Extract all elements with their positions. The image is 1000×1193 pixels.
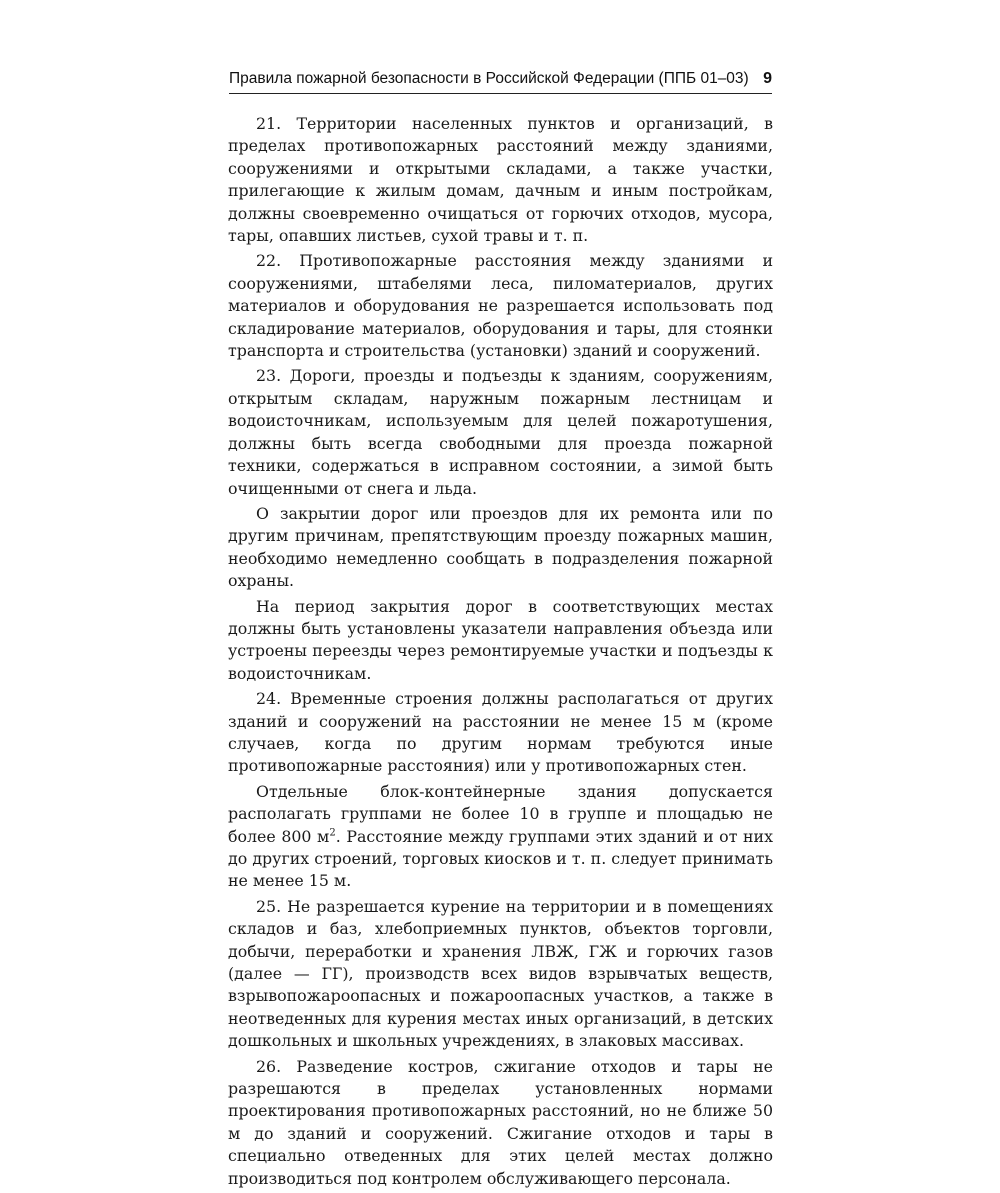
paragraph-21: 21. Территории населенных пунктов и организаций, в пределах противопожарных расстояний между зданиями, сооружениями и открытыми складами, а также участки, прилегающие к жилым домам, дачным и иным постройкам, должны своевременно очищаться от горючих отходов, мусора, тары, опавших листьев, сухой травы и т. п. (228, 114, 773, 246)
superscript: 2 (329, 827, 336, 839)
page-number: 9 (763, 70, 772, 87)
paragraph-text-after-sup: . Расстояние между группами этих зданий и от них до других строений, торговых киосков и т. п. следует принимать не менее 15 м. (228, 826, 773, 891)
header-title: Правила пожарной безопасности в Российской Федерации (ППБ 01–03) (229, 70, 749, 87)
body-text (228, 113, 773, 1193)
paragraph-road-closure-notice: О закрытии дорог или проездов для их ремонта или по другим причинам, препятствующим проезду пожарных машин, необходимо немедленно сообщать в подразделения пожарной охраны. (228, 503, 773, 591)
paragraph-detour-signs: На период закрытия дорог в соответствующих местах должны быть установлены указатели направления объезда или устроены переезды через ремонтируемые участки и подъезды к водоисточникам. (228, 596, 773, 683)
paragraph-23: 23. Дороги, проезды и подъезды к зданиям, сооружениям, открытым складам, наружным пожарным лестницам и водоисточникам, используемым для целей пожаротушения, должны быть всегда свободными для проезда пожарной техники, содержаться в исправном состоянии, а зимой быть очищенными от снега и льда. (228, 366, 773, 498)
paragraph-block-container-buildings (228, 781, 773, 893)
paragraph-26: 26. Разведение костров, сжигание отходов и тары не разрешаются в пределах установленных нормами проектирования противопожарных расстояний, но не ближе 50 м до зданий и сооружений. Сжигание отходов и тары в специально отведенных для этих целей местах должно производиться под контролем обслуживающего персонала. (228, 1056, 773, 1188)
running-header (229, 70, 772, 94)
paragraph-22: 22. Противопожарные расстояния между зданиями и сооружениями, штабелями леса, пиломатериалов, других материалов и оборудования не разрешается использовать под складирование материалов, оборудования и тары, для стоянки транспорта и строительства (установки) зданий и сооружений. (228, 251, 773, 361)
paragraph-24: 24. Временные строения должны располагаться от других зданий и сооружений на расстоянии не менее 15 м (кроме случаев, когда по другим нормам требуются иные противопожарные расстояния) или у противопожарных стен. (228, 689, 773, 776)
paragraph-text-before-sup: Отдельные блок-контейнерные здания допускается располагать группами не более 10 в группе и площадью не более 800 м (228, 781, 773, 846)
paragraph-25: 25. Не разрешается курение на территории и в помещениях складов и баз, хлебоприемных пунктов, объектов торговли, добычи, переработки и хранения ЛВЖ, ГЖ и горючих газов (далее — ГГ), производств всех видов взрывчатых веществ, взрывопожароопасных и пожароопасных участков, а также в неотведенных для курения местах иных организаций, в детских дошкольных и школьных учреждениях, в злаковых массивах. (228, 896, 773, 1051)
